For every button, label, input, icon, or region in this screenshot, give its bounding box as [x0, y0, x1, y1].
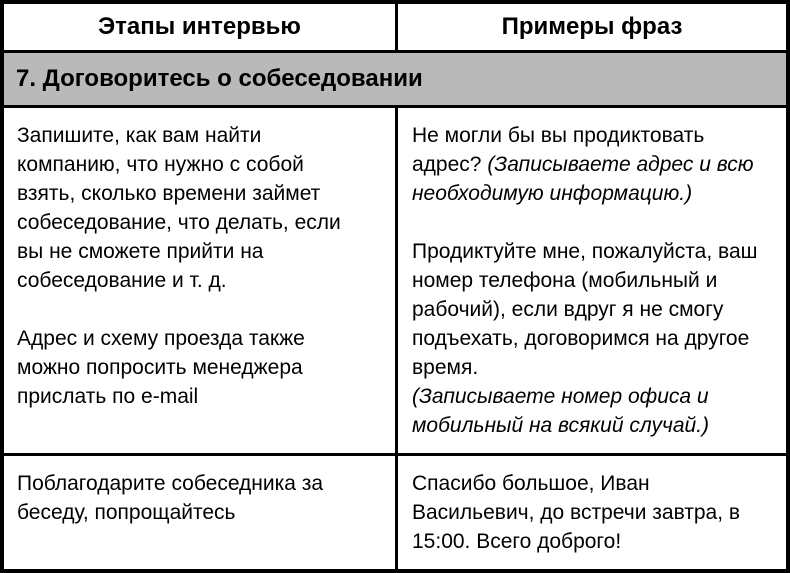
- phrases-cell: [395, 456, 786, 569]
- section-header-row: [4, 53, 786, 108]
- table-row: [4, 108, 786, 456]
- phrase-paragraph: Спасибо большое, Иван Васильевич, до встречи завтра, в 15:00. Всего доброго!: [412, 472, 741, 553]
- section-title: 7. Договоритесь о собеседовании: [16, 65, 423, 92]
- column-header-stages: Этапы интервью: [98, 13, 301, 40]
- stage-paragraph: Поблагодарите собеседника за беседу, попрощайтесь: [17, 472, 324, 524]
- phrase-2-note-italic: (Записываете номер офиса и мобильный на всякий случай.): [412, 385, 710, 437]
- table-row: [4, 456, 786, 569]
- column-header-phrases: Примеры фраз: [395, 4, 786, 50]
- stage-cell: [4, 108, 395, 453]
- phrase-paragraph-1: [412, 121, 774, 208]
- stage-paragraph-1: Запишите, как вам найти компанию, что нужно с собой взять, сколько времени займет собеседование, что делать, если вы не сможете прийти на собеседование и т. д.: [17, 124, 341, 292]
- stage-paragraph-2: Адрес и схему проезда также можно попросить менеджера прислать по e-mail: [17, 327, 305, 408]
- phrase-1-note-italic: (Записываете адрес и всю необходимую информацию.): [412, 153, 754, 205]
- stage-cell: [4, 456, 395, 569]
- phrases-cell: [395, 108, 786, 453]
- table-header-row: [4, 4, 786, 53]
- phrase-1-text: Не могли бы вы продиктовать адрес?: [412, 124, 705, 176]
- phrase-paragraph-2: Продиктуйте мне, пожалуйста, ваш номер телефона (мобильный и рабочий), если вдруг я не смогу подъехать, договоримся на другое время.: [412, 240, 758, 379]
